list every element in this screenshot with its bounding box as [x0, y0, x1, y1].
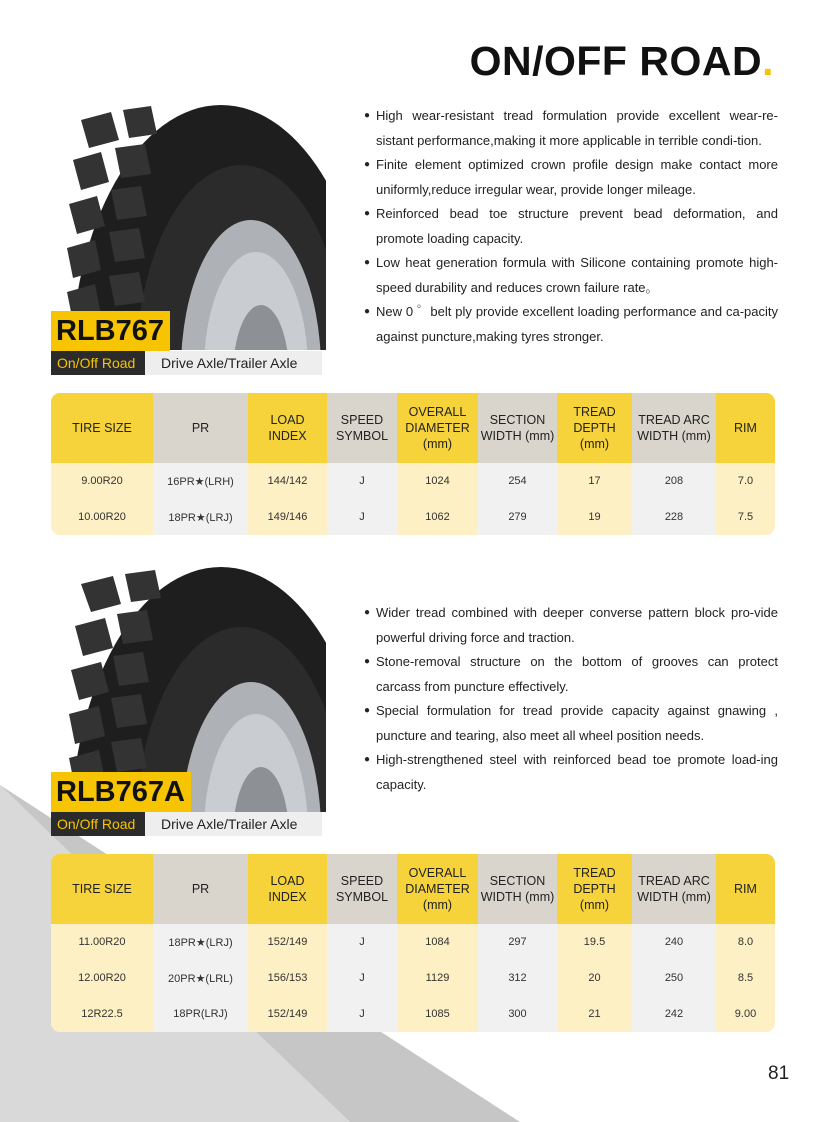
table-cell: 21 [557, 996, 632, 1032]
table-cell: 152/149 [248, 996, 327, 1032]
header-speed-symbol: SPEED SYMBOL [327, 393, 397, 463]
table-cell: 242 [632, 996, 716, 1032]
category-tag: On/Off Road [51, 351, 145, 375]
header-overall-diameter: OVERALL DIAMETER (mm) [397, 393, 478, 463]
header-tire-size: TIRE SIZE [51, 854, 153, 924]
category-tag: On/Off Road [51, 812, 145, 836]
table-cell: 7.5 [716, 499, 775, 535]
table-cell: 297 [478, 924, 557, 960]
feature-item: ● Reinforced bead toe structure prevent bead deformation, and promote loading capacity. [364, 206, 778, 246]
feature-item: ● Special formulation for tread provide capacity against gnawing , puncture and tearing, also meet all wheel position needs. [364, 703, 778, 743]
table-cell: 279 [478, 499, 557, 535]
header-overall-diameter: OVERALL DIAMETER (mm) [397, 854, 478, 924]
table-cell: 1024 [397, 463, 478, 499]
table-cell: J [327, 996, 397, 1032]
table-cell: J [327, 499, 397, 535]
table-cell: 18PR★(LRJ) [153, 924, 248, 960]
table-cell: 1062 [397, 499, 478, 535]
feature-item: ● Finite element optimized crown profile design make contact more uniformly,reduce irregular wear, provide longer mileage. [364, 157, 778, 197]
table-cell: 10.00R20 [51, 499, 153, 535]
header-load-index: LOAD INDEX [248, 393, 327, 463]
table-cell: 20 [557, 960, 632, 996]
table-cell: 8.0 [716, 924, 775, 960]
page-number: 81 [768, 1063, 790, 1084]
table-cell: 250 [632, 960, 716, 996]
table-cell: 20PR★(LRL) [153, 960, 248, 996]
table-cell: 18PR★(LRJ) [153, 499, 248, 535]
table-cell: 7.0 [716, 463, 775, 499]
table-cell: 9.00R20 [51, 463, 153, 499]
header-speed-symbol: SPEED SYMBOL [327, 854, 397, 924]
header-tread-depth: TREAD DEPTH (mm) [557, 393, 632, 463]
header-tread-depth: TREAD DEPTH (mm) [557, 854, 632, 924]
feature-list-rlb767a [364, 601, 778, 797]
table-cell: 1085 [397, 996, 478, 1032]
table-cell: J [327, 924, 397, 960]
header-section-width: SECTION WIDTH (mm) [478, 854, 557, 924]
feature-item: ● High wear-resistant tread formulation provide excellent wear-re-sistant performance,making it more applicable in terrible condi-tion. [364, 108, 778, 148]
table-cell: 312 [478, 960, 557, 996]
feature-item: ● New 0 ゜belt ply provide excellent loading performance and ca-pacity against puncture,making tyres stronger. [364, 304, 778, 344]
table-cell: 228 [632, 499, 716, 535]
table-cell: 1084 [397, 924, 478, 960]
table-cell: J [327, 463, 397, 499]
table-cell: J [327, 960, 397, 996]
table-cell: 18PR(LRJ) [153, 996, 248, 1032]
feature-list-rlb767 [364, 104, 778, 349]
table-cell: 11.00R20 [51, 924, 153, 960]
header-rim: RIM [716, 854, 775, 924]
page-title: ON/OFF ROAD. [469, 38, 774, 84]
header-tread-arc-width: TREAD ARC WIDTH (mm) [632, 393, 716, 463]
model-block-rlb767 [51, 311, 322, 375]
table-cell: 8.5 [716, 960, 775, 996]
table-cell: 9.00 [716, 996, 775, 1032]
table-cell: 12R22.5 [51, 996, 153, 1032]
table-cell: 300 [478, 996, 557, 1032]
table-cell: 16PR★(LRH) [153, 463, 248, 499]
feature-item: ● Low heat generation formula with Silicone containing promote high-speed durability and reduces crown failure rate。 [364, 255, 778, 295]
header-tread-arc-width: TREAD ARC WIDTH (mm) [632, 854, 716, 924]
spec-table-rlb767 [51, 393, 775, 535]
table-cell: 17 [557, 463, 632, 499]
table-cell: 144/142 [248, 463, 327, 499]
table-cell: 152/149 [248, 924, 327, 960]
header-load-index: LOAD INDEX [248, 854, 327, 924]
header-tire-size: TIRE SIZE [51, 393, 153, 463]
axle-position-tag: Drive Axle/Trailer Axle [145, 812, 322, 836]
header-section-width: SECTION WIDTH (mm) [478, 393, 557, 463]
table-cell: 19.5 [557, 924, 632, 960]
feature-item: ● Wider tread combined with deeper converse pattern block pro-vide powerful driving force and traction. [364, 605, 778, 645]
model-block-rlb767a [51, 772, 322, 836]
header-pr: PR [153, 393, 248, 463]
table-cell: 156/153 [248, 960, 327, 996]
feature-item: ● High-strengthened steel with reinforced bead toe promote load-ing capacity. [364, 752, 778, 792]
table-cell: 1129 [397, 960, 478, 996]
axle-position-tag: Drive Axle/Trailer Axle [145, 351, 322, 375]
table-cell: 12.00R20 [51, 960, 153, 996]
table-cell: 208 [632, 463, 716, 499]
table-cell: 149/146 [248, 499, 327, 535]
feature-item: ● Stone-removal structure on the bottom of grooves can protect carcass from puncture effectively. [364, 654, 778, 694]
model-name: RLB767A [51, 772, 191, 812]
header-rim: RIM [716, 393, 775, 463]
table-cell: 240 [632, 924, 716, 960]
table-cell: 254 [478, 463, 557, 499]
spec-table-rlb767a [51, 854, 775, 1032]
header-pr: PR [153, 854, 248, 924]
table-cell: 19 [557, 499, 632, 535]
model-name: RLB767 [51, 311, 170, 351]
